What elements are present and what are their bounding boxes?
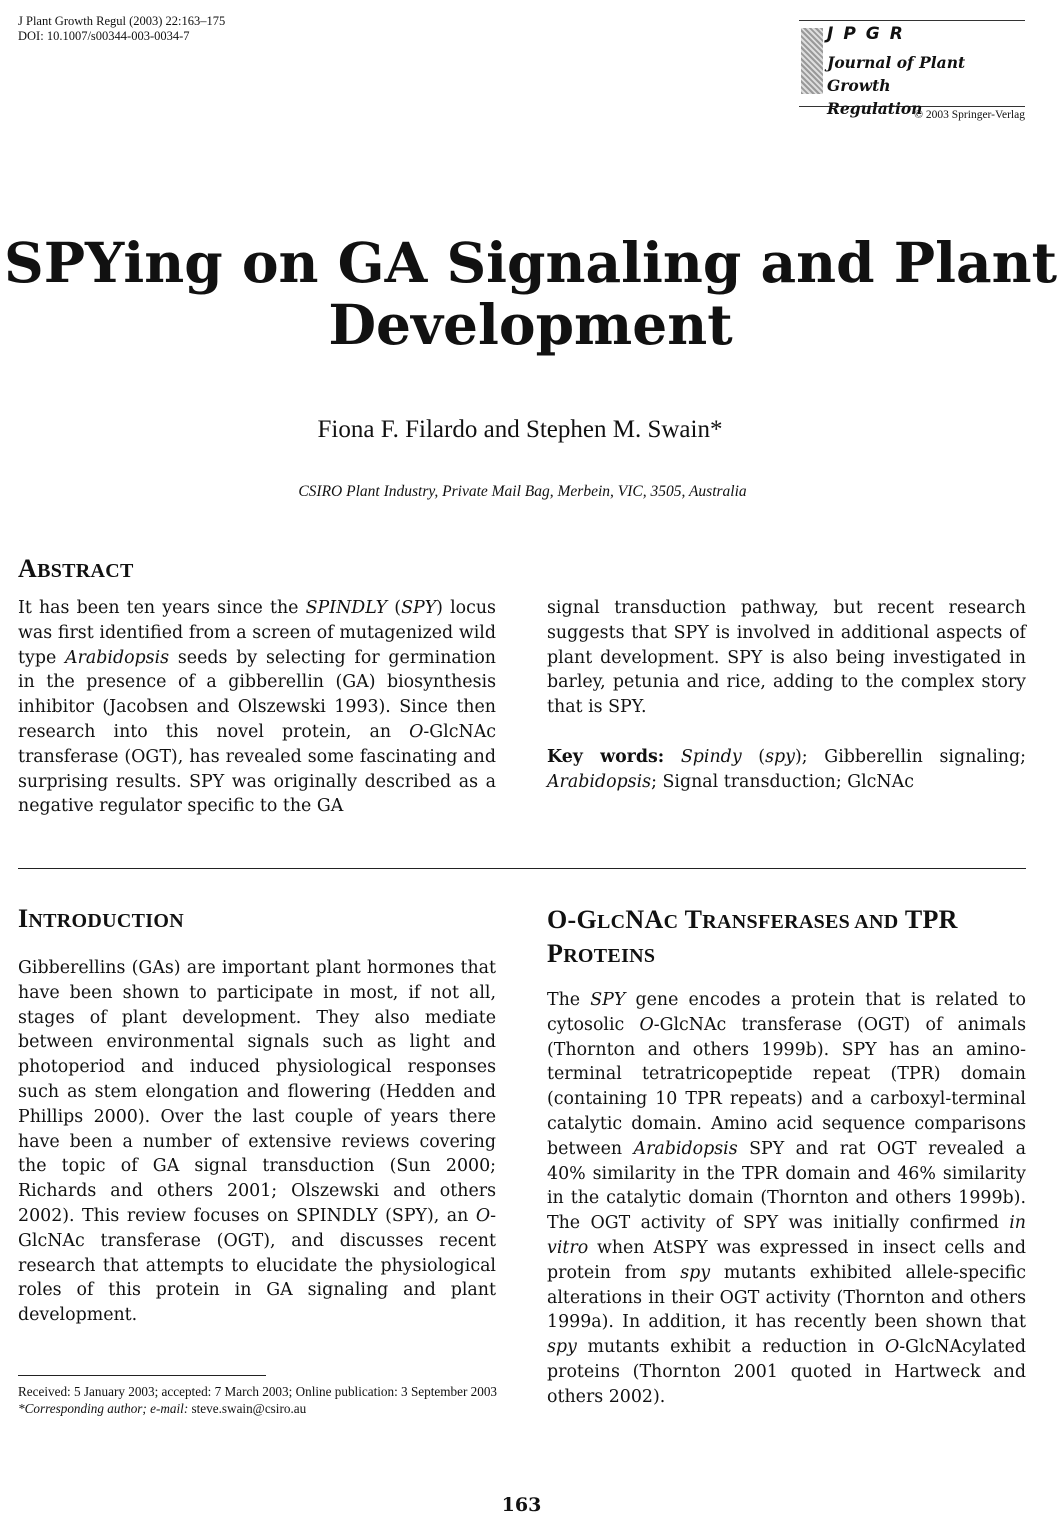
- text-run: [664, 747, 681, 767]
- heading-smallcaps: BSTRACT: [37, 560, 134, 582]
- ogt-heading-line2: PROTEINS: [547, 939, 656, 968]
- text-run: mutants exhibit a reduction in: [576, 1337, 885, 1358]
- affiliation: CSIRO Plant Industry, Private Mail Bag, Merbein, VIC, 3505, Australia: [298, 483, 747, 500]
- corresponding-author: [18, 1400, 498, 1417]
- italic-run: Arabidopsis: [633, 1138, 738, 1159]
- logo-letters: JPGR: [827, 24, 913, 44]
- italic-run: Spindy: [680, 746, 742, 767]
- text-run: It has been ten years since the: [18, 598, 306, 618]
- keywords-label: Key words:: [547, 746, 665, 767]
- ogt-text: [547, 988, 1026, 1410]
- heading-initial: I: [18, 904, 29, 933]
- text-run: ; Signal transduction; GlcNAc: [651, 771, 914, 792]
- italic-run: Arabidopsis: [65, 647, 170, 668]
- text-run: -GlcNAcylated proteins (Thornton 2001 quoted in Hartweck and others 2002).: [547, 1337, 1026, 1407]
- logo-graphic-icon: [801, 28, 823, 94]
- italic-run: SPY: [401, 598, 437, 618]
- italic-run: Arabidopsis: [547, 771, 652, 792]
- text-run: seeds by selecting for germination in the presence of a gibberellin (GA) biosynthesis inhibitor (Jacobsen and Olszewski 1993). Since then research into this novel protein, an: [18, 647, 497, 742]
- running-header: [18, 14, 225, 44]
- article-title: [0, 232, 1061, 356]
- text-run: Gibberellins (GAs) are important plant hormones that have been shown to participate in most, if not all, stages of plant development. They also mediate between environmental signals such as light and photoperiod and induced physiological responses such as stem elongation and flowering (Hedden and Phillips 2000). Over the last couple of years there have been a number of extensive reviews covering the topic of GA signal transduction (Sun 2000; Richards and others 2001; Olszewski and others 2002). This review focuses on SPINDLY (SPY), an: [18, 958, 496, 1226]
- text-run: -GlcNAc transferase (OGT), and discusses recent research that attempts to elucidate the physiological roles of this protein in GA signaling and plant development.: [18, 1205, 496, 1326]
- text-run: -GlcNAc transferase (OGT) of animals (Thornton and others 1999b). SPY has an amino-terminal tetratricopeptide repeat (TPR) domain (containing 10 TPR repeats) and a carboxyl-terminal catalytic domain. Amino acid sequence comparisons between: [547, 1014, 1026, 1159]
- footnote: [18, 1383, 498, 1417]
- heading-initial: A: [18, 554, 38, 583]
- text-run: -GlcNAc transferase (OGT), has revealed some fascinating and surprising results. SPY was originally described as a negative regulator specific to the GA: [18, 721, 496, 817]
- text-run: ) locus was first identified from a screen of mutagenized wild type: [18, 598, 496, 668]
- italic-run: O: [884, 1337, 900, 1358]
- doi: DOI: 10.1007/s00344-003-0034-7: [18, 29, 190, 43]
- italic-run: spy: [547, 1337, 577, 1358]
- italic-run: spy: [680, 1262, 711, 1283]
- keywords: [547, 745, 1026, 795]
- citation: J Plant Growth Regul (2003) 22:163–175: [18, 14, 226, 28]
- text-run: (: [741, 746, 766, 767]
- introduction-text: [18, 956, 496, 1328]
- journal-name-line2: Regulation: [827, 99, 923, 118]
- heading-smallcaps: NTRODUCTION: [28, 910, 184, 932]
- authors: Fiona F. Filardo and Stephen M. Swain*: [317, 416, 723, 443]
- footnote-rule: [18, 1375, 266, 1376]
- abstract-heading: [18, 554, 134, 584]
- title-line2: Development: [328, 292, 733, 357]
- italic-run: O: [475, 1205, 491, 1226]
- italic-run: O: [639, 1014, 654, 1035]
- introduction-column: [18, 956, 496, 1328]
- italic-run: spy: [765, 746, 795, 767]
- introduction-heading: [18, 904, 184, 934]
- italic-run: SPINDLY: [305, 598, 388, 618]
- text-run: gene encodes a protein that is related to cytosolic: [547, 990, 1026, 1035]
- section-divider: [18, 868, 1026, 869]
- page-number: 163: [501, 1494, 542, 1516]
- italic-run: SPY: [590, 990, 626, 1010]
- text-run: when AtSPY was expressed in insect cells and protein from: [547, 1237, 1026, 1283]
- journal-name-line1: Journal of Plant Growth: [827, 53, 966, 95]
- abstract-right-column: [547, 596, 1026, 794]
- text-run: signal transduction pathway, but recent research suggests that SPY is involved in additional aspects of plant development. SPY is also being investigated in barley, petunia and rice, adding to the complex story that is SPY.: [547, 598, 1026, 718]
- author-email: steve.swain@csiro.au: [188, 1401, 307, 1416]
- corresponding-label: *Corresponding author; e-mail:: [18, 1401, 189, 1416]
- ogt-heading-line1: O-GLCNAC TRANSFERASES AND TPR: [547, 905, 958, 934]
- text-run: ); Gibberellin signaling;: [795, 746, 1026, 767]
- abstract-text-right: [547, 596, 1026, 720]
- italic-run: O: [409, 721, 424, 742]
- text-run: The: [547, 990, 591, 1010]
- copyright: © 2003 Springer-Verlag: [914, 109, 1025, 121]
- ogt-heading: [547, 904, 958, 972]
- ogt-column: [547, 988, 1026, 1410]
- text-run: SPY and rat OGT revealed a 40% similarity in the TPR domain and 46% similarity in the catalytic domain (Thornton and others 1999b). The OGT activity of SPY was initially confirmed: [547, 1138, 1026, 1234]
- text-run: mutants exhibited allele-specific alterations in their OGT activity (Thornton and others 1999a). In addition, it has recently been shown that: [547, 1262, 1026, 1333]
- abstract-text-left: [18, 596, 496, 819]
- text-run: (: [387, 598, 402, 618]
- abstract-left-column: [18, 596, 496, 819]
- title-line1: SPYing on GA Signaling and Plant: [3, 230, 1058, 295]
- received-dates: Received: 5 January 2003; accepted: 7 March 2003; Online publication: 3 September 2003: [18, 1384, 498, 1399]
- italic-run: in vitro: [547, 1213, 1026, 1258]
